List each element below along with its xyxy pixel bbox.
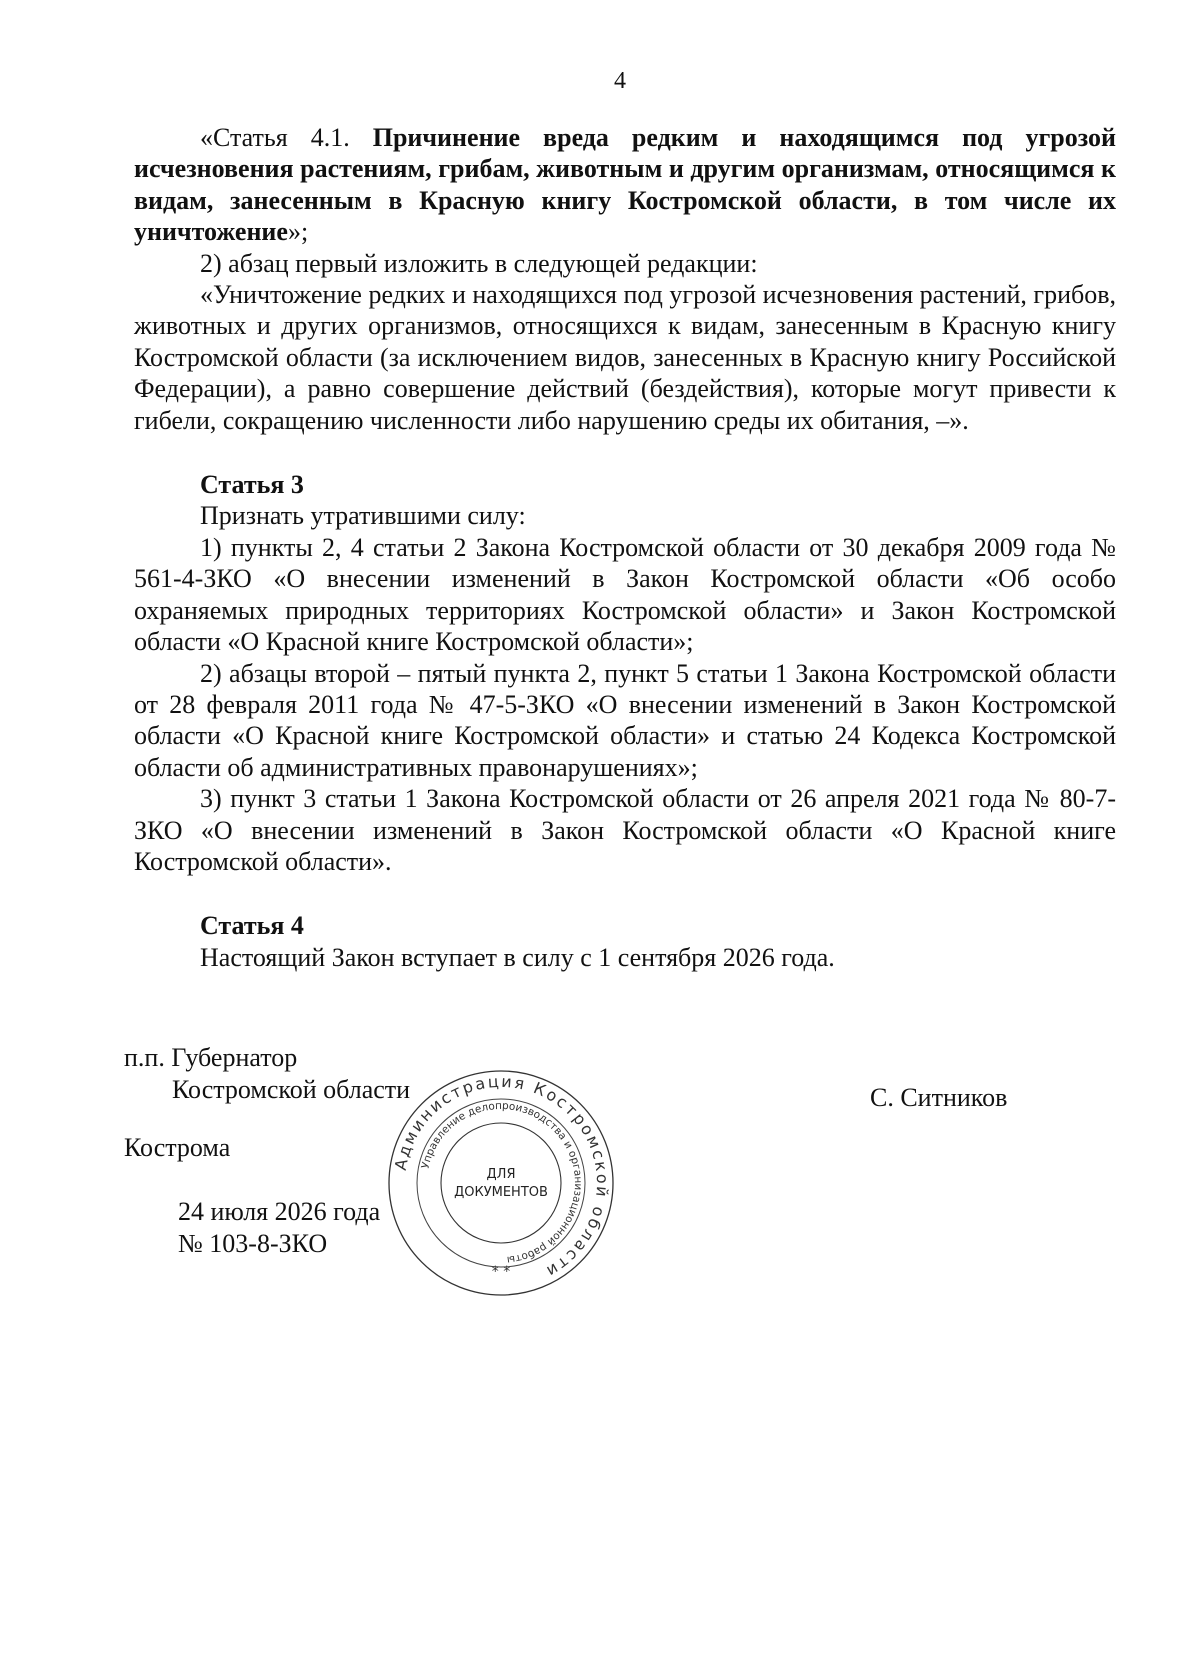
article-3-item: 3) пункт 3 статьи 1 Закона Костромской области от 26 апреля 2021 года № 80-7-ЗКО «О внесении изменений в Закон Костромской области «О Красной книге Костромской области».: [134, 784, 1116, 876]
article-4-1-suffix: »;: [287, 217, 309, 247]
signatory-name: С. Ситников: [870, 1083, 1008, 1112]
article-4-heading: Статья 4: [200, 911, 304, 941]
stamp-outer-text: Администрация Костромской области: [390, 1071, 613, 1283]
stamp-stars: * *: [491, 1264, 511, 1280]
page-number: 4: [614, 68, 626, 94]
signing-date: 24 июля 2026 года: [178, 1197, 381, 1226]
amendment-item-2: 2) абзац первый изложить в следующей редакции:: [200, 248, 758, 278]
signing-city: Кострома: [124, 1133, 231, 1162]
article-3-item: 2) абзацы второй – пятый пункта 2, пункт 5 статьи 1 Закона Костромской области от 28 февраля 2011 года № 47-5-ЗКО «О внесении изменений в Закон Костромской области «О Красной книге Костромской области» и статью 24 Кодекса Костромской области об административных правонарушениях»;: [134, 658, 1116, 782]
article-4-text: Настоящий Закон вступает в силу с 1 сентября 2026 года.: [200, 942, 835, 972]
article-3-intro: Признать утратившими силу:: [200, 501, 526, 531]
law-number: № 103-8-ЗКО: [178, 1229, 328, 1258]
stamp-inner-text: Управление делопроизводства и организационной работы: [419, 1099, 585, 1266]
official-stamp: [386, 1068, 616, 1298]
article-3-item: 1) пункты 2, 4 статьи 2 Закона Костромской области от 30 декабря 2009 года № 561-4-ЗКО «О внесении изменений в Закон Костромской области «Об особо охраняемых природных территориях Костромской области» и Закон Костромской области «О Красной книге Костромской области»;: [134, 532, 1116, 657]
article-4-1-title: Причинение вреда редким и находящимся под угрозой исчезновения растениям, грибам, животным и другим организмам, относящимся к видам, занесенным в Красную книгу Костромской области, в том числе их уничтожение: [134, 123, 1116, 247]
article-4-1-paragraph: [134, 122, 1116, 248]
stamp-center-line2: ДОКУМЕНТОВ: [454, 1185, 548, 1200]
article-3-heading: Статья 3: [200, 470, 304, 500]
article-4-1-prefix: «Статья 4.1.: [200, 123, 373, 152]
signatory-role-line2: Костромской области: [172, 1075, 411, 1104]
stamp-center-line1: ДЛЯ: [486, 1167, 516, 1182]
document-body: [134, 122, 1116, 973]
amendment-quote: «Уничтожение редких и находящихся под угрозой исчезновения растений, грибов, животных и других организмов, относящихся к видам, занесенным в Красную книгу Костромской области (за исключением видов, занесенных в Красную книгу Российской Федерации), а равно совершение действий (бездействия), которые могут привести к гибели, сокращению численности либо нарушению среды их обитания, –».: [134, 280, 1116, 435]
signatory-role-line1: п.п. Губернатор: [124, 1043, 298, 1072]
